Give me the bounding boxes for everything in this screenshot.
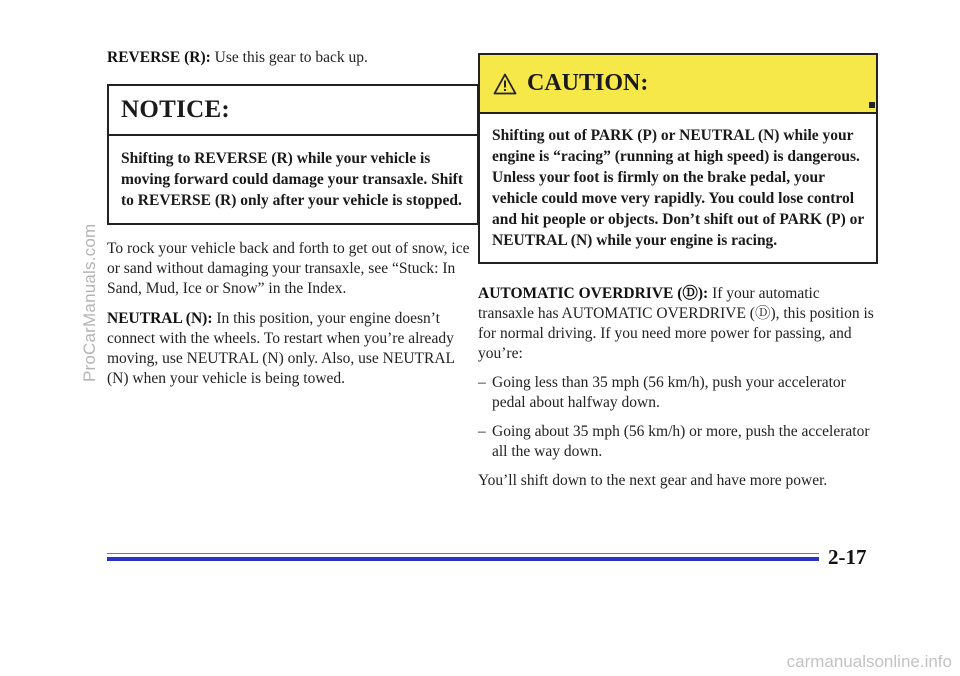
caution-header bbox=[480, 55, 876, 114]
overdrive-text: If your automatic transaxle has AUTOMATIC OVERDRIVE (Ⓓ), this position is for normal driving. If you need more power for passing, and you’re: bbox=[478, 285, 874, 362]
notice-box bbox=[107, 84, 479, 225]
list-item-text: Going about 35 mph (56 km/h) or more, push the accelerator all the way down. bbox=[492, 423, 870, 460]
caution-title: CAUTION: bbox=[527, 70, 649, 96]
caution-body: Shifting out of PARK (P) or NEUTRAL (N) while your engine is “racing” (running at high speed) is dangerous. Unless your foot is firmly on the brake pedal, your vehicle could move very rapidly. You could lose control and hit people or objects. Don’t shift out of PARK (P) or NEUTRAL (N) while your engine is racing. bbox=[492, 127, 864, 249]
notice-title: NOTICE: bbox=[109, 86, 477, 136]
left-column bbox=[107, 48, 477, 399]
neutral-text: In this position, your engine doesn’t connect with the wheels. To restart when you’re already moving, use NEUTRAL (N) only. Also, use NEUTRAL (N) when your vehicle is being towed. bbox=[107, 310, 455, 387]
closing-paragraph: You’ll shift down to the next gear and have more power. bbox=[478, 472, 828, 489]
footer-rule-thin bbox=[107, 553, 819, 554]
side-watermark: ProCarManuals.com bbox=[80, 223, 99, 382]
neutral-label: NEUTRAL (N): bbox=[107, 310, 213, 327]
overdrive-paragraph bbox=[478, 284, 878, 364]
dash-bullet: – bbox=[478, 423, 486, 440]
bottom-watermark: carmanualsonline.info bbox=[786, 652, 952, 671]
overdrive-label: AUTOMATIC OVERDRIVE (Ⓓ): bbox=[478, 285, 709, 302]
reverse-text: Use this gear to back up. bbox=[210, 49, 368, 66]
caution-corner-mark bbox=[869, 102, 875, 108]
right-column bbox=[478, 53, 878, 500]
list-item bbox=[478, 373, 878, 413]
caution-box bbox=[478, 53, 878, 264]
list-item bbox=[478, 422, 878, 462]
neutral-paragraph bbox=[107, 309, 477, 389]
notice-body: Shifting to REVERSE (R) while your vehicle is moving forward could damage your transaxle. Shift to REVERSE (R) only after your vehicle is stopped. bbox=[121, 150, 464, 209]
list-item-text: Going less than 35 mph (56 km/h), push your accelerator pedal about halfway down. bbox=[492, 374, 846, 411]
rock-vehicle-paragraph: To rock your vehicle back and forth to get out of snow, ice or sand without damaging your transaxle, see “Stuck: In Sand, Mud, Ice or Snow” in the Index. bbox=[107, 240, 470, 297]
footer-rule-thick bbox=[107, 557, 819, 561]
dash-bullet: – bbox=[478, 374, 486, 391]
overdrive-section bbox=[478, 284, 878, 491]
warning-triangle-icon bbox=[493, 73, 517, 95]
reverse-paragraph bbox=[107, 48, 477, 68]
left-body-text bbox=[107, 239, 477, 389]
page-number: 2-17 bbox=[828, 545, 867, 569]
reverse-label: REVERSE (R): bbox=[107, 49, 211, 66]
